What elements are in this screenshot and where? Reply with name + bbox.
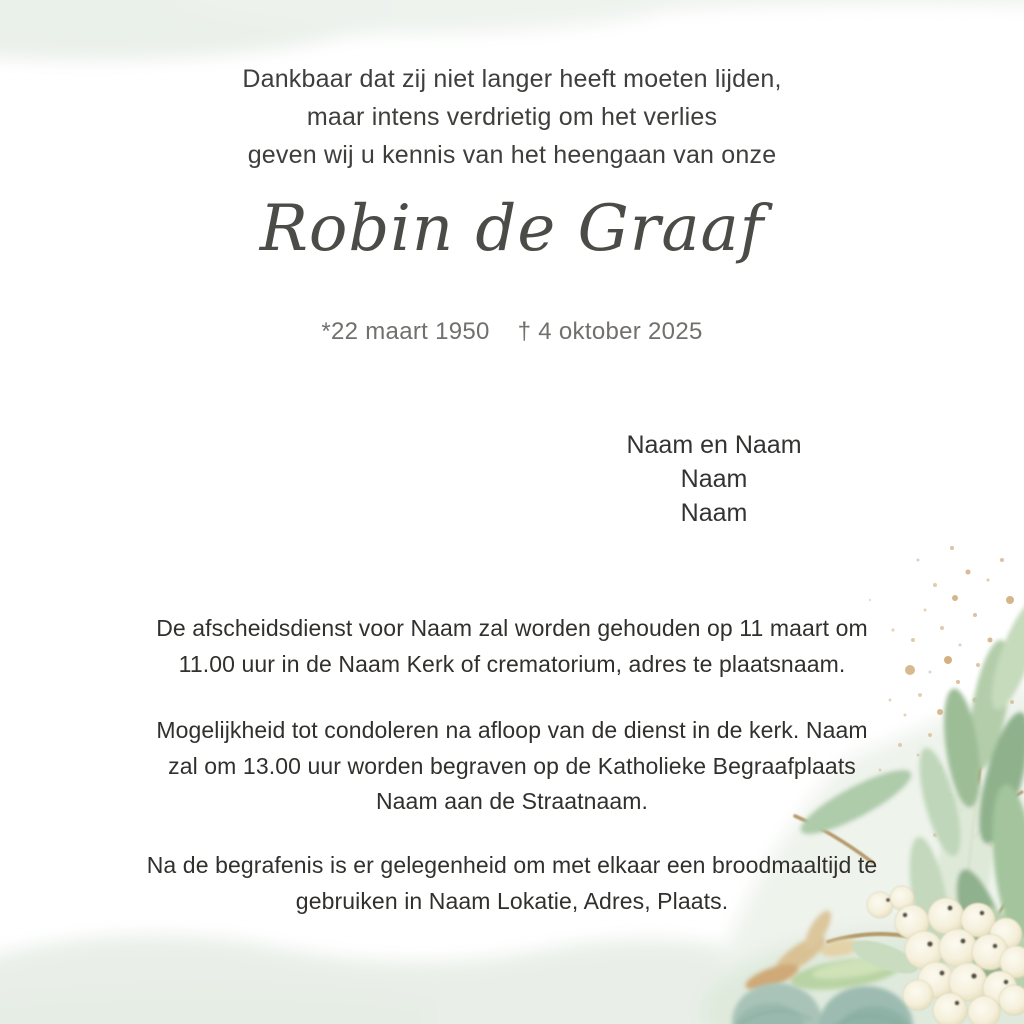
intro-line-1: Dankbaar dat zij niet langer heeft moeten lijden, bbox=[242, 65, 782, 93]
intro-text bbox=[0, 60, 1024, 174]
condolence-paragraph bbox=[0, 713, 1024, 820]
life-dates bbox=[0, 318, 1024, 346]
family-names bbox=[604, 428, 824, 530]
deceased-name: Robin de Graaf bbox=[259, 192, 765, 266]
intro-line-2: maar intens verdrietig om het verlies bbox=[306, 103, 718, 131]
condolence-line-2: zal om 13.00 uur worden begraven op de Katholieke Begraafplaats bbox=[168, 752, 856, 779]
condolence-line-1: Mogelijkheid tot condoleren na afloop van de dienst in de kerk. Naam bbox=[156, 717, 868, 743]
family-name-line-3: Naam bbox=[680, 499, 748, 527]
birth-date: *22 maart 1950 bbox=[321, 318, 490, 345]
reception-line-1: Na de begrafenis is er gelegenheid om met elkaar een broodmaaltijd te bbox=[146, 852, 878, 878]
intro-line-3: geven wij u kennis van het heengaan van onze bbox=[247, 141, 777, 169]
death-date: † 4 oktober 2025 bbox=[517, 318, 703, 345]
family-name-line-1: Naam en Naam bbox=[626, 431, 802, 459]
family-name-line-2: Naam bbox=[680, 465, 748, 493]
reception-paragraph bbox=[0, 848, 1024, 919]
service-line-2: 11.00 uur in de Naam Kerk of crematorium, adres te plaatsnaam. bbox=[178, 650, 846, 677]
reception-line-2: gebruiken in Naam Lokatie, Adres, Plaats. bbox=[295, 887, 729, 914]
service-line-1: De afscheidsdienst voor Naam zal worden gehouden op 11 maart om bbox=[156, 615, 868, 641]
service-paragraph bbox=[0, 611, 1024, 682]
condolence-line-3: Naam aan de Straatnaam. bbox=[375, 788, 649, 814]
